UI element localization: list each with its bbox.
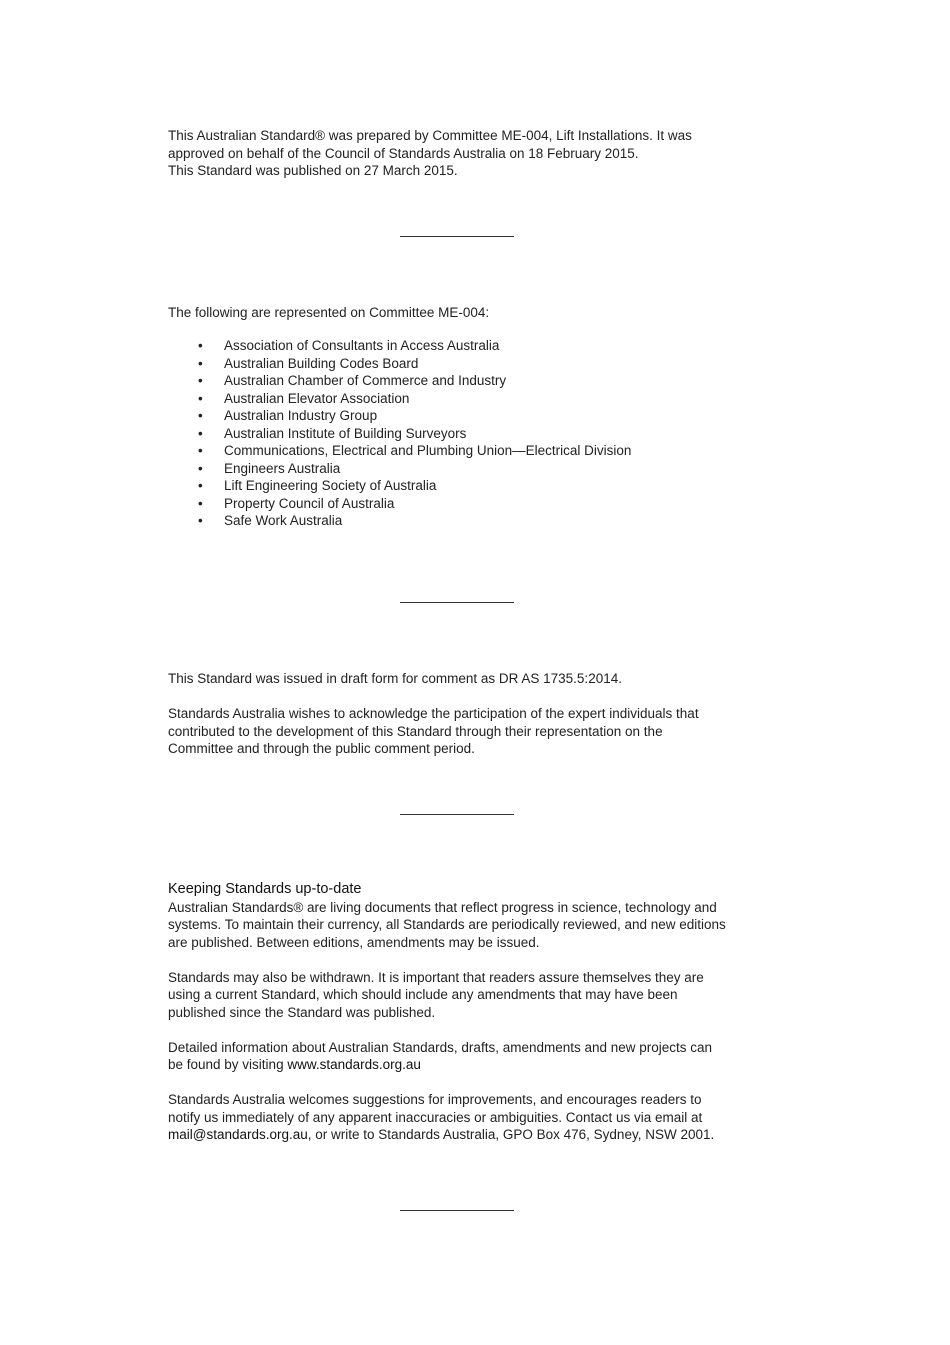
bullet: • bbox=[198, 373, 203, 388]
draft-issued-text: This Standard was issued in draft form for comment as DR AS 1735.5:2014. bbox=[168, 671, 622, 686]
committee-member: Safe Work Australia bbox=[224, 513, 343, 528]
paragraph-2-line-3: published since the Standard was published. bbox=[168, 1004, 436, 1020]
bullet: • bbox=[198, 338, 203, 353]
paragraph-4-line-2: notify us immediately of any apparent inaccuracies or ambiguities. Contact us via email at bbox=[168, 1109, 703, 1125]
divider-4 bbox=[400, 1210, 514, 1211]
acknowledgement-line-2: contributed to the development of this Standard through their representation on the bbox=[168, 723, 663, 739]
list-item bbox=[168, 442, 758, 460]
list-item bbox=[168, 407, 758, 425]
preparation-block bbox=[168, 127, 758, 180]
paragraph-1-line-3: are published. Between editions, amendments may be issued. bbox=[168, 934, 540, 950]
bullet: • bbox=[198, 355, 203, 371]
bullet: • bbox=[198, 513, 203, 528]
list-item bbox=[168, 372, 758, 390]
bullet: • bbox=[198, 495, 203, 511]
preparation-line-3: This Standard was published on 27 March 2015. bbox=[168, 163, 458, 178]
contact-email-link[interactable]: mail@standards.org.au bbox=[168, 1127, 308, 1142]
bullet: • bbox=[198, 443, 203, 458]
list-item bbox=[168, 460, 758, 478]
paragraph-2-line-1: Standards may also be withdrawn. It is important that readers assure themselves they are bbox=[168, 969, 704, 985]
standards-website-link[interactable]: www.standards.org.au bbox=[287, 1057, 421, 1072]
committee-intro-text: The following are represented on Committee ME-004: bbox=[168, 305, 490, 320]
paragraph-4-line-1: Standards Australia welcomes suggestions for improvements, and encourages readers to bbox=[168, 1092, 702, 1107]
acknowledgement-line-1: Standards Australia wishes to acknowledge the participation of the expert individuals that bbox=[168, 706, 699, 721]
list-item bbox=[168, 477, 758, 495]
preparation-line-2: approved on behalf of the Council of Standards Australia on 18 February 2015. bbox=[168, 145, 639, 161]
section-heading: Keeping Standards up-to-date bbox=[168, 881, 362, 897]
divider-1 bbox=[400, 236, 514, 237]
paragraph-3-line-2 bbox=[168, 1056, 758, 1074]
list-item bbox=[168, 337, 758, 355]
list-item bbox=[168, 390, 758, 408]
acknowledgement-line-3: Committee and through the public comment period. bbox=[168, 741, 475, 756]
list-item bbox=[168, 425, 758, 443]
committee-member: Australian Industry Group bbox=[224, 408, 378, 423]
bullet: • bbox=[198, 460, 203, 476]
paragraph-3-line-1: Detailed information about Australian Standards, drafts, amendments and new projects can bbox=[168, 1039, 713, 1055]
divider-2 bbox=[400, 602, 514, 603]
committee-member: Australian Elevator Association bbox=[224, 390, 410, 406]
list-item bbox=[168, 495, 758, 513]
list-item bbox=[168, 512, 758, 530]
bullet: • bbox=[198, 425, 203, 441]
committee-member: Australian Institute of Building Surveyors bbox=[224, 425, 467, 441]
committee-member: Engineers Australia bbox=[224, 460, 341, 476]
keeping-standards-section bbox=[168, 881, 758, 1144]
paragraph-1-line-2: systems. To maintain their currency, all Standards are periodically reviewed, and new editions bbox=[168, 917, 726, 932]
committee-member: Australian Building Codes Board bbox=[224, 355, 419, 371]
bullet: • bbox=[198, 408, 203, 423]
committee-member: Australian Chamber of Commerce and Industry bbox=[224, 373, 507, 388]
paragraph-2-line-2: using a current Standard, which should include any amendments that may have been bbox=[168, 987, 678, 1002]
list-item bbox=[168, 355, 758, 373]
committee-intro bbox=[168, 304, 758, 322]
bullet: • bbox=[198, 478, 203, 493]
divider-3 bbox=[400, 814, 514, 815]
paragraph-3-prefix: be found by visiting bbox=[168, 1057, 288, 1072]
committee-member: Communications, Electrical and Plumbing Union—Electrical Division bbox=[224, 443, 632, 458]
bullet: • bbox=[198, 390, 203, 406]
committee-member: Association of Consultants in Access Australia bbox=[224, 338, 500, 353]
committee-member: Lift Engineering Society of Australia bbox=[224, 478, 437, 493]
committee-member-list bbox=[168, 337, 758, 530]
paragraph-4-line-3 bbox=[168, 1126, 758, 1144]
draft-block bbox=[168, 670, 758, 758]
paragraph-1-line-1: Australian Standards® are living documents that reflect progress in science, technology and bbox=[168, 899, 717, 915]
preparation-line-1: This Australian Standard® was prepared by Committee ME-004, Lift Installations. It was bbox=[168, 128, 692, 143]
committee-member: Property Council of Australia bbox=[224, 495, 395, 511]
paragraph-4-suffix: , or write to Standards Australia, GPO Box 476, Sydney, NSW 2001. bbox=[307, 1127, 715, 1142]
